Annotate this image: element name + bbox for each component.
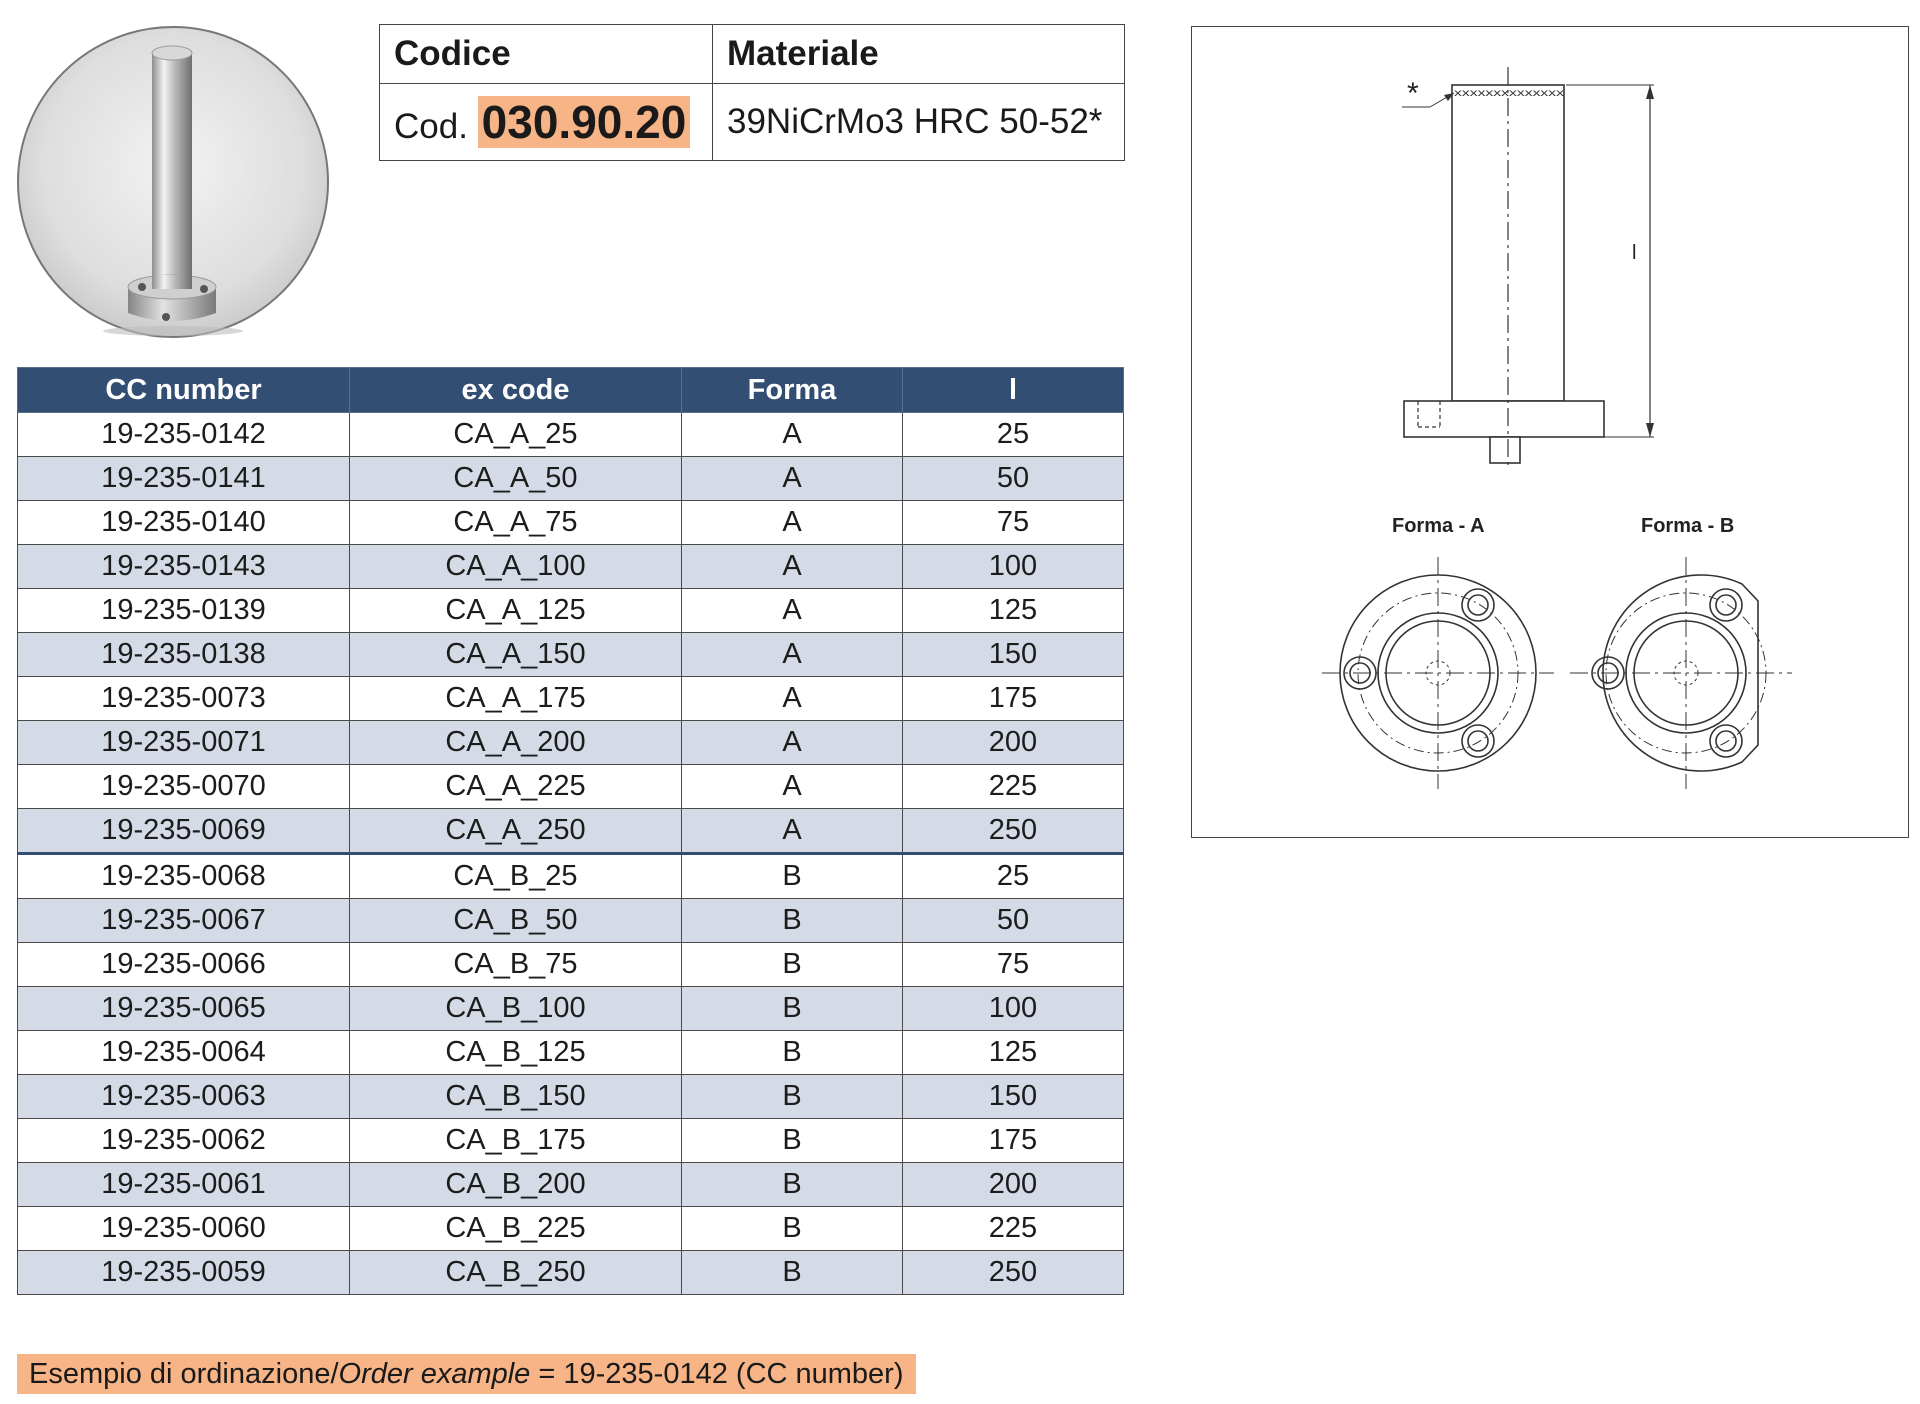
cc-number-cell: 19-235-0070 <box>18 765 350 809</box>
table-row <box>18 413 1124 457</box>
cc-number-cell: 19-235-0065 <box>18 987 350 1031</box>
l-cell: 125 <box>903 589 1124 633</box>
ex-code-cell: CA_A_175 <box>350 677 682 721</box>
ex-code-cell: CA_B_225 <box>350 1207 682 1251</box>
cc-number-cell: 19-235-0143 <box>18 545 350 589</box>
ex-code-cell: CA_B_125 <box>350 1031 682 1075</box>
column-header-forma: Forma <box>682 368 903 413</box>
l-cell: 100 <box>903 545 1124 589</box>
code-prefix: Cod. <box>394 107 468 146</box>
cc-number-cell: 19-235-0138 <box>18 633 350 677</box>
form-a-label: Forma - A <box>1392 515 1485 537</box>
l-cell: 75 <box>903 501 1124 545</box>
product-table <box>17 367 1124 1295</box>
ex-code-cell: CA_B_150 <box>350 1075 682 1119</box>
ex-code-cell: CA_A_75 <box>350 501 682 545</box>
table-row <box>18 899 1124 943</box>
forma-cell: A <box>682 457 903 501</box>
forma-cell: B <box>682 1251 903 1295</box>
l-cell: 125 <box>903 1031 1124 1075</box>
cc-number-cell: 19-235-0142 <box>18 413 350 457</box>
ex-code-cell: CA_A_250 <box>350 809 682 854</box>
drawing-asterisk: * <box>1407 77 1419 110</box>
table-row <box>18 1207 1124 1251</box>
l-cell: 50 <box>903 899 1124 943</box>
table-row <box>18 943 1124 987</box>
l-cell: 250 <box>903 809 1124 854</box>
forma-cell: B <box>682 987 903 1031</box>
l-cell: 225 <box>903 1207 1124 1251</box>
ex-code-cell: CA_B_175 <box>350 1119 682 1163</box>
product-code: 030.90.20 <box>478 96 691 148</box>
order-example-italic: Order example <box>338 1358 531 1390</box>
cc-number-cell: 19-235-0141 <box>18 457 350 501</box>
cc-number-cell: 19-235-0059 <box>18 1251 350 1295</box>
table-row <box>18 457 1124 501</box>
code-label: Codice <box>380 25 713 84</box>
material-label: Materiale <box>713 25 1125 84</box>
forma-cell: B <box>682 854 903 899</box>
cc-number-cell: 19-235-0063 <box>18 1075 350 1119</box>
forma-cell: A <box>682 809 903 854</box>
l-cell: 50 <box>903 457 1124 501</box>
ex-code-cell: CA_B_75 <box>350 943 682 987</box>
material-value: 39NiCrMo3 HRC 50-52* <box>713 84 1125 161</box>
forma-cell: B <box>682 1207 903 1251</box>
cc-number-cell: 19-235-0069 <box>18 809 350 854</box>
cc-number-cell: 19-235-0064 <box>18 1031 350 1075</box>
table-row <box>18 1075 1124 1119</box>
l-cell: 175 <box>903 1119 1124 1163</box>
cc-number-cell: 19-235-0061 <box>18 1163 350 1207</box>
l-cell: 250 <box>903 1251 1124 1295</box>
ex-code-cell: CA_A_100 <box>350 545 682 589</box>
l-cell: 150 <box>903 633 1124 677</box>
order-example-prefix: Esempio di ordinazione/ <box>29 1358 339 1390</box>
code-material-table <box>379 24 1125 161</box>
l-cell: 100 <box>903 987 1124 1031</box>
ex-code-cell: CA_A_225 <box>350 765 682 809</box>
order-example <box>17 1354 916 1394</box>
table-row <box>18 721 1124 765</box>
table-row <box>18 633 1124 677</box>
table-row <box>18 987 1124 1031</box>
cc-number-cell: 19-235-0060 <box>18 1207 350 1251</box>
ex-code-cell: CA_B_250 <box>350 1251 682 1295</box>
forma-cell: B <box>682 943 903 987</box>
table-header-row <box>18 368 1124 413</box>
cc-number-cell: 19-235-0139 <box>18 589 350 633</box>
table-row <box>18 501 1124 545</box>
table-row <box>18 545 1124 589</box>
forma-cell: B <box>682 1119 903 1163</box>
table-row <box>18 1031 1124 1075</box>
column-header-cc-number: CC number <box>18 368 350 413</box>
cc-number-cell: 19-235-0140 <box>18 501 350 545</box>
drawing-svg <box>1192 27 1910 839</box>
table-row <box>18 677 1124 721</box>
l-cell: 75 <box>903 943 1124 987</box>
ex-code-cell: CA_A_125 <box>350 589 682 633</box>
cc-number-cell: 19-235-0071 <box>18 721 350 765</box>
order-example-suffix: = 19-235-0142 (CC number) <box>530 1358 904 1390</box>
l-cell: 25 <box>903 854 1124 899</box>
forma-cell: B <box>682 1031 903 1075</box>
ex-code-cell: CA_A_50 <box>350 457 682 501</box>
l-cell: 25 <box>903 413 1124 457</box>
forma-cell: B <box>682 1163 903 1207</box>
code-cell <box>380 84 713 161</box>
cc-number-cell: 19-235-0066 <box>18 943 350 987</box>
ex-code-cell: CA_B_50 <box>350 899 682 943</box>
l-cell: 225 <box>903 765 1124 809</box>
ex-code-cell: CA_A_200 <box>350 721 682 765</box>
column-header-ex-code: ex code <box>350 368 682 413</box>
l-cell: 200 <box>903 1163 1124 1207</box>
column-header-l: l <box>903 368 1124 413</box>
table-row <box>18 854 1124 899</box>
ex-code-cell: CA_A_150 <box>350 633 682 677</box>
forma-cell: A <box>682 589 903 633</box>
cc-number-cell: 19-235-0067 <box>18 899 350 943</box>
forma-cell: A <box>682 721 903 765</box>
l-cell: 150 <box>903 1075 1124 1119</box>
ex-code-cell: CA_B_25 <box>350 854 682 899</box>
ex-code-cell: CA_A_25 <box>350 413 682 457</box>
cc-number-cell: 19-235-0068 <box>18 854 350 899</box>
table-row <box>18 809 1124 854</box>
forma-cell: A <box>682 413 903 457</box>
ex-code-cell: CA_B_200 <box>350 1163 682 1207</box>
cc-number-cell: 19-235-0073 <box>18 677 350 721</box>
form-b-label: Forma - B <box>1641 515 1735 537</box>
l-cell: 175 <box>903 677 1124 721</box>
table-row <box>18 1251 1124 1295</box>
forma-cell: A <box>682 765 903 809</box>
table-row <box>18 1119 1124 1163</box>
forma-cell: A <box>682 677 903 721</box>
table-row <box>18 1163 1124 1207</box>
l-cell: 200 <box>903 721 1124 765</box>
forma-cell: B <box>682 899 903 943</box>
forma-cell: B <box>682 1075 903 1119</box>
forma-cell: A <box>682 633 903 677</box>
table-row <box>18 765 1124 809</box>
product-photo <box>16 25 330 339</box>
table-row <box>18 589 1124 633</box>
knurl-marks: xxxxxxxxxxxxxx <box>1454 88 1564 99</box>
technical-drawing <box>1191 26 1909 838</box>
forma-cell: A <box>682 545 903 589</box>
forma-cell: A <box>682 501 903 545</box>
ex-code-cell: CA_B_100 <box>350 987 682 1031</box>
cc-number-cell: 19-235-0062 <box>18 1119 350 1163</box>
dimension-label-l: l <box>1632 242 1637 264</box>
